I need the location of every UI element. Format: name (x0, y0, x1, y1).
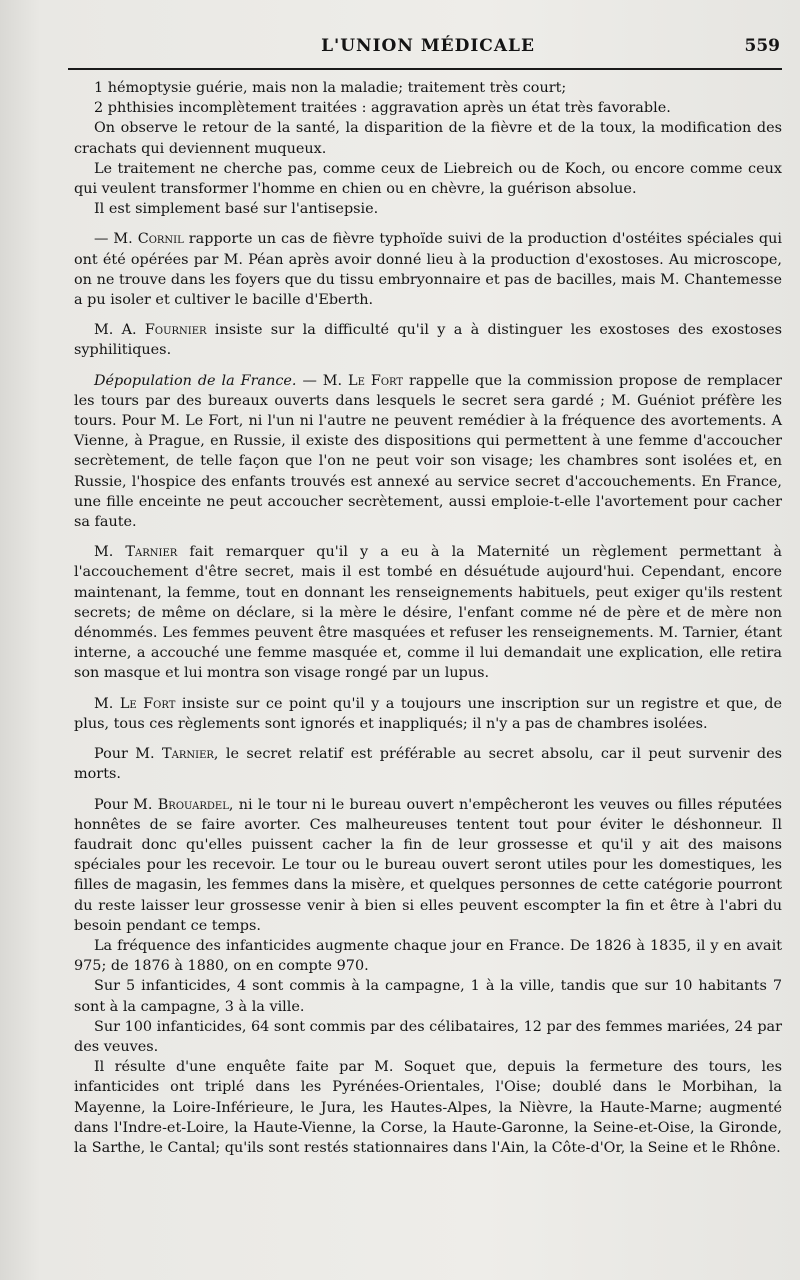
paragraph-p1 (74, 78, 782, 98)
speaker-name: Fournier (144, 322, 207, 339)
paragraph-text: , ni le tour ni le bureau ouvert n'empêcheront les veuves ou filles réputées honnêtes de se faire avorter. Ces malheureuses tentent tout pour éviter le déshonneur. Il faudrait donc qu'elles puissent cacher la fin de leur grossesse et qu'il y ait des maisons spéciales pour les recevoir. Le tour ou le bureau ouvert seront utiles pour les domestiques, les filles de magasin, les femmes dans la misère, et quelques personnes de cette catégorie pourront du reste laisser leur grossesse venir à bien si elles peuvent escompter la fin et être à l'abri du besoin pendant ce temps. (74, 796, 782, 934)
paragraph-p14 (74, 976, 782, 1016)
speaker-name: Le Fort (348, 372, 404, 389)
paragraph-p8 (74, 371, 782, 533)
speaker-name: Tarnier (162, 746, 214, 763)
paragraph-lead: Pour M. (94, 746, 163, 763)
paragraph-text: Il résulte d'une enquête faite par M. Soquet que, depuis la fermeture des tours, les infanticides ont triplé dans les Pyrénées-Orientales, l'Oise; doublé dans le Morbihan, la Mayenne, la Loire-Inférieure, le Jura, les Hautes-Alpes, la Nièvre, la Haute-Marne; augmenté dans l'Indre-et-Loire, la Haute-Vienne, la Corse, la Haute-Garonne, la Seine-et-Oise, la Gironde, la Sarthe, le Cantal; qu'ils sont restés stationnaires dans l'Ain, la Côte-d'Or, la Seine et le Rhône. (74, 1059, 782, 1156)
paragraph-p7 (74, 320, 782, 360)
paragraph-text: La fréquence des infanticides augmente chaque jour en France. De 1826 à 1835, il y en avait 975; de 1876 à 1880, on en compte 970. (74, 937, 782, 975)
speaker-name: Tarnier (125, 544, 178, 561)
paragraph-p15 (74, 1017, 782, 1057)
paragraph-text: insiste sur la difficulté qu'il y a à distinguer les exostoses des exostoses syphilitiques. (74, 322, 782, 359)
paragraph-text: 1 hémoptysie guérie, mais non la maladie; traitement très court; (94, 80, 567, 96)
paragraph-p3 (74, 118, 782, 158)
paragraph-text: Sur 100 infanticides, 64 sont commis par des célibataires, 12 par des femmes mariées, 24 par des veuves. (74, 1018, 782, 1055)
paragraph-text: rapporte un cas de fièvre typhoïde suivi de la production d'ostéites spéciales qui ont été opérées par M. Péan après avoir donné lieu à la production d'exostoses. Au microscope, on ne trouve dans les foyers que du tissu embryonnaire et pas de bacilles, mais M. Chantemesse a pu isoler et cultiver le bacille d'Eberth. (74, 231, 782, 309)
article-body (74, 78, 782, 1158)
paragraph-text: On observe le retour de la santé, la disparition de la fièvre et de la toux, la modification des crachats qui deviennent muqueux. (74, 120, 782, 157)
paragraph-p6 (74, 229, 782, 310)
paragraph-p11 (74, 744, 782, 784)
paragraph-p5 (74, 199, 782, 219)
paragraph-p13 (74, 936, 782, 976)
paragraph-lead: M. A. (94, 322, 145, 339)
paragraph-lead: M. (94, 544, 126, 561)
page-number: 559 (744, 36, 780, 56)
paragraph-text: 2 phthisies incomplètement traitées : aggravation après un état très favorable. (94, 100, 671, 117)
paragraph-text: Sur 5 infanticides, 4 sont commis à la campagne, 1 à la ville, tandis que sur 10 habitants 7 sont à la campagne, 3 à la ville. (74, 978, 782, 1015)
page-header (74, 34, 782, 64)
paragraph-lead: M. (94, 695, 120, 712)
paragraph-text: fait remarquer qu'il y a eu à la Maternité un règlement permettant à l'accouchement d'être secret, mais il est tombé en désuétude aujourd'hui. Cependant, encore maintenant, la femme, tout en donnant les renseignements habituels, peut exiger qu'ils restent secrets; de même on déclare, si la mère le désire, l'enfant comme né de père et de mère non dénommés. Les femmes peuvent être masquées et refuser les renseignements. M. Tarnier, étant interne, a accouché une femme masquée et, comme il lui demandait une explication, elle retira son masque et lui montra son visage rongé par un lupus. (74, 544, 782, 682)
paragraph-text: rappelle que la commission propose de remplacer les tours par des bureaux ouverts dans lesquels le secret sera gardé ; M. Guéniot préfère les tours. Pour M. Le Fort, ni l'un ni l'autre ne peuvent remédier à la fréquence des avortements. A Vienne, à Prague, en Russie, il existe des dispositions qui permettent à une femme d'accoucher secrètement, de telle façon que l'on ne peut voir son visage; les chambres sont isolées et, en Russie, l'hospice des enfants trouvés est annexé au service secret d'accouchements. En France, une fille enceinte ne peut accoucher secrètement, aussi emploie-t-elle l'avortement pour cacher sa faute. (74, 372, 783, 531)
section-heading: Dépopulation de la France. (94, 372, 297, 389)
paragraph-p4 (74, 159, 782, 199)
paragraph-p10 (74, 694, 782, 734)
speaker-name: Le Fort (119, 695, 176, 712)
paragraph-p16 (74, 1057, 782, 1158)
journal-title: L'UNION MÉDICALE (321, 36, 535, 56)
paragraph-lead: — M. (94, 231, 138, 248)
paragraph-lead: — M. (296, 372, 349, 389)
paragraph-lead: Pour M. (94, 796, 158, 813)
header-rule (68, 68, 782, 70)
paragraph-text: Il est simplement basé sur l'antisepsie. (94, 201, 379, 218)
paragraph-text: insiste sur ce point qu'il y a toujours une inscription sur un registre et que, de plus, tous ces règlements sont ignorés et inappliqués; il n'y a pas de chambres isolées. (74, 695, 782, 732)
speaker-name: Cornil (137, 231, 184, 248)
paragraph-text: Le traitement ne cherche pas, comme ceux de Liebreich ou de Koch, ou encore comme ceux qui veulent transformer l'homme en chien ou en chèvre, la guérison absolue. (74, 160, 782, 198)
paragraph-text: , le secret relatif est préférable au secret absolu, car il peut survenir des morts. (74, 746, 782, 783)
paragraph-p12 (74, 795, 782, 936)
paragraph-p9 (74, 542, 782, 683)
speaker-name: Brouardel (157, 796, 229, 813)
paragraph-p2 (74, 98, 782, 118)
